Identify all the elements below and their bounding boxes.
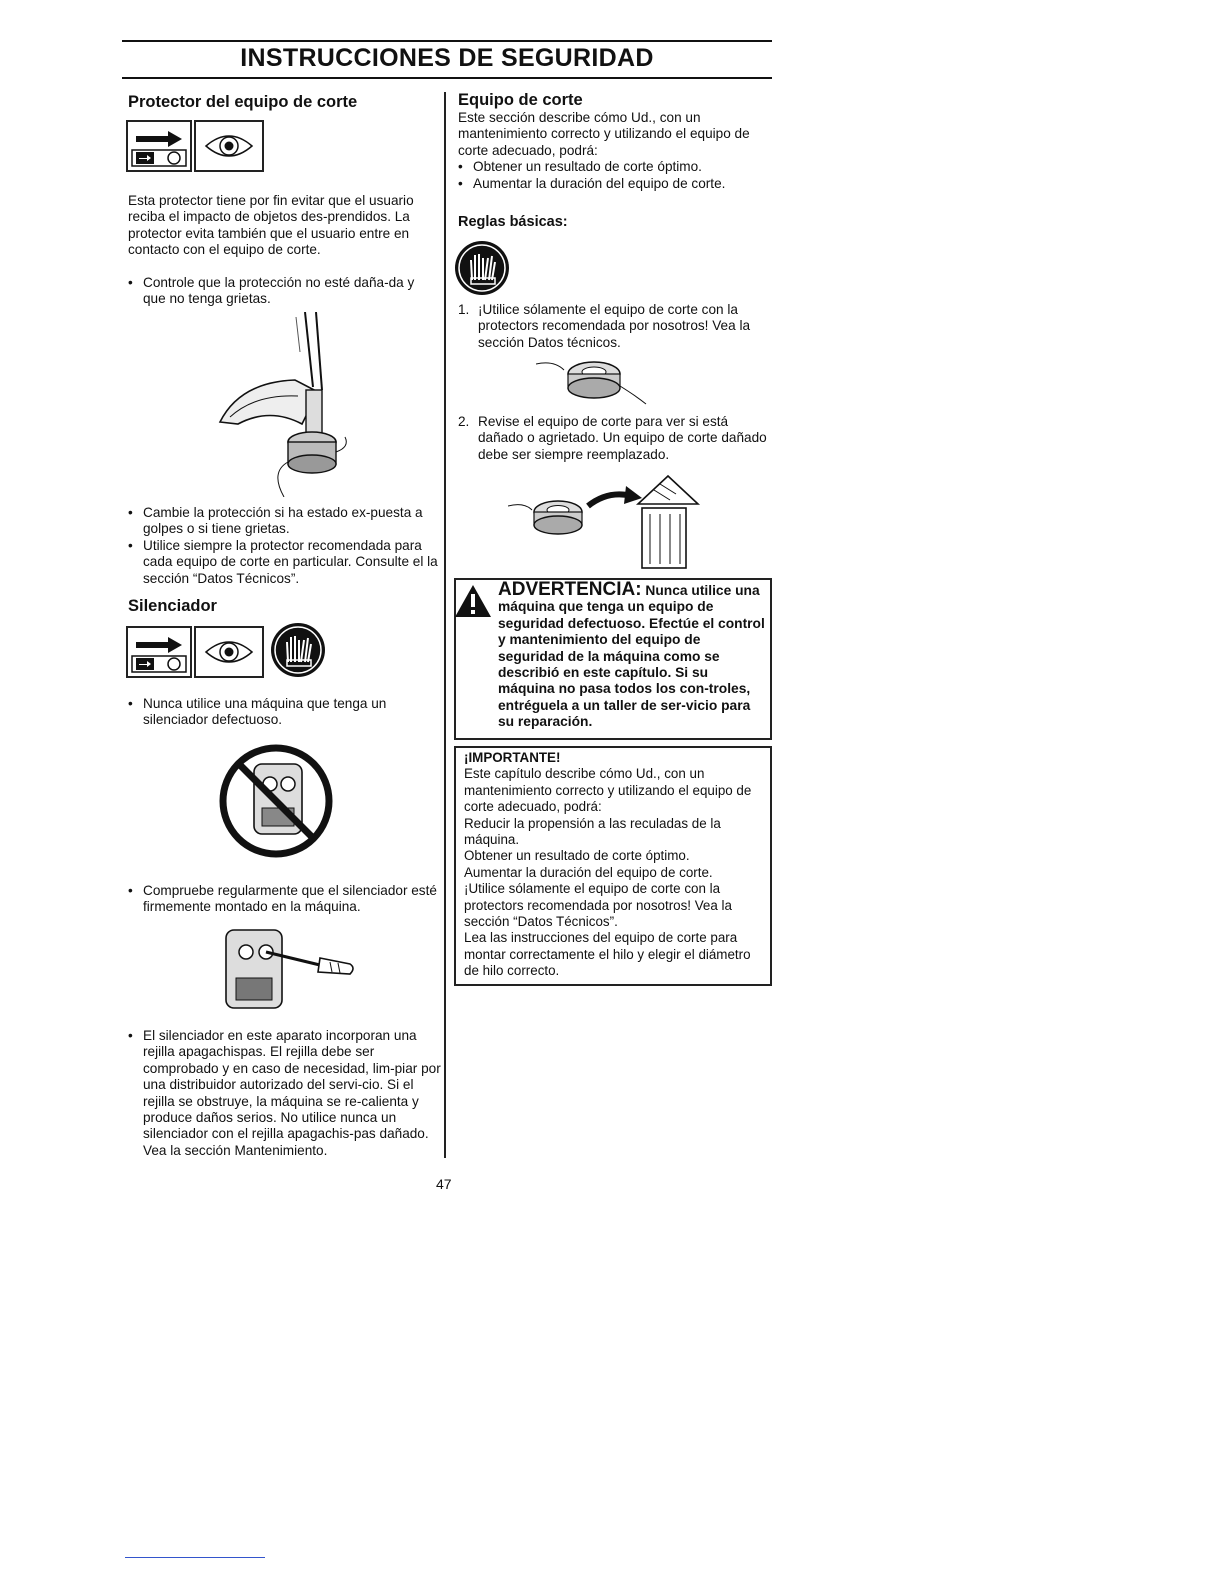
silenciador-bullet-3: • El silenciador en este aparato incorporan una rejilla apagachispas. El rejilla debe ser comprobado y en caso de necesidad, lim-piar por una distribuidor autorizado del servi-cio. Si el rejilla se obstruye, la máquina se re-calienta y produce daños serios. No utilice nunca un silenciador con el rejilla apagachis-pas dañado. Vea la sección Mantenimiento. bbox=[128, 1028, 445, 1159]
trimmer-guard-illustration bbox=[210, 312, 350, 497]
discard-trimmer-head-illustration bbox=[508, 470, 704, 572]
important-title: ¡IMPORTANTE! bbox=[464, 750, 561, 765]
important-line-2: Reducir la propensión a las reculadas de la máquina. bbox=[464, 815, 721, 848]
equipo-intro: Este sección describe cómo Ud., con un mantenimiento correcto y utilizando el equipo de corte adecuado, podrá: bbox=[458, 110, 750, 158]
trimmer-head-illustration bbox=[536, 356, 658, 406]
protector-intro: Esta protector tiene por fin evitar que el usuario reciba el impacto de objetos des-prendidos. La protector evita también que el usuario entre en contacto con el equipo de corte. bbox=[128, 193, 414, 258]
gloves-icon bbox=[270, 622, 326, 678]
warning-triangle-icon bbox=[454, 584, 492, 618]
muffler-screwdriver-illustration bbox=[212, 926, 358, 1012]
warning-body: una máquina que tenga un equipo de seguridad defectuoso. Efectúe el control y mantenimiento del equipo de seguridad de la máquina como se describió en este capítulo. Si su máquina no pasa todos los con-troles, entréguela a un taller de ser-vicio para su reparación. bbox=[498, 583, 765, 730]
reglas-item-2 bbox=[458, 414, 773, 463]
important-line-6: Lea las instrucciones del equipo de corte para montar correctamente el hilo y elegir el diámetro de hilo correcto. bbox=[464, 930, 751, 979]
warning-lead: Nunca utilice bbox=[645, 583, 732, 598]
item-number: 1. bbox=[458, 302, 470, 317]
page-title: INSTRUCCIONES DE SEGURIDAD bbox=[240, 44, 654, 72]
warning-text bbox=[498, 579, 768, 731]
read-manual-icon bbox=[126, 120, 192, 172]
read-manual-icon bbox=[126, 626, 192, 678]
page-number: 47 bbox=[436, 1176, 452, 1192]
important-box bbox=[454, 746, 772, 986]
column-divider bbox=[444, 92, 446, 1158]
protector-bullet-3: • Utilice siempre la protector recomendada para cada equipo de corte en particular. Consulte el la sección “Datos Técnicos”. bbox=[128, 538, 448, 587]
header-bottom-rule bbox=[122, 77, 772, 79]
important-line-3: Obtener un resultado de corte óptimo. bbox=[464, 848, 690, 864]
important-line-5: ¡Utilice sólamente el equipo de corte con la protectors recomendada por nosotros! Vea la sección “Datos Técnicos”. bbox=[464, 881, 732, 930]
silenciador-heading: Silenciador bbox=[128, 597, 217, 615]
item-number: 2. bbox=[458, 414, 470, 429]
silenciador-bullet-1: • Nunca utilice una máquina que tenga un silenciador defectuoso. bbox=[128, 696, 428, 729]
eye-protection-icon bbox=[194, 626, 264, 678]
eye-protection-icon bbox=[194, 120, 264, 172]
important-line-1: Este capítulo describe cómo Ud., con un mantenimiento correcto y utilizando el equipo de corte adecuado, podrá: bbox=[464, 766, 752, 815]
warning-box bbox=[454, 578, 772, 740]
important-line-4: Aumentar la duración del equipo de corte. bbox=[464, 864, 713, 880]
item-text: Revise el equipo de corte para ver si está dañado o agrietado. Un equipo de corte dañado debe ser siempre reemplazado. bbox=[478, 414, 767, 462]
prohibited-muffler-illustration bbox=[216, 742, 336, 860]
protector-bullet-1: • Controle que la protección no esté daña-da y que no tenga grietas. bbox=[128, 275, 428, 308]
equipo-bullet-2: • Aumentar la duración del equipo de corte. bbox=[458, 176, 778, 192]
equipo-heading: Equipo de corte bbox=[458, 91, 583, 109]
important-content bbox=[464, 750, 766, 980]
protector-heading: Protector del equipo de corte bbox=[128, 93, 358, 111]
gloves-icon bbox=[454, 240, 510, 296]
warning-label: ADVERTENCIA: bbox=[498, 579, 642, 600]
reglas-heading: Reglas básicas: bbox=[458, 214, 568, 230]
silenciador-bullet-2: • Compruebe regularmente que el silenciador esté firmemente montado en la máquina. bbox=[128, 883, 448, 916]
reglas-item-1 bbox=[458, 302, 773, 351]
footer-line bbox=[125, 1557, 265, 1558]
protector-bullet-2: • Cambie la protección si ha estado ex-puesta a golpes o si tiene grietas. bbox=[128, 505, 428, 538]
header-top-rule bbox=[122, 40, 772, 42]
item-text: ¡Utilice sólamente el equipo de corte con la protectors recomendada por nosotros! Vea la sección Datos técnicos. bbox=[478, 302, 751, 350]
equipo-bullet-1: • Obtener un resultado de corte óptimo. bbox=[458, 159, 773, 175]
